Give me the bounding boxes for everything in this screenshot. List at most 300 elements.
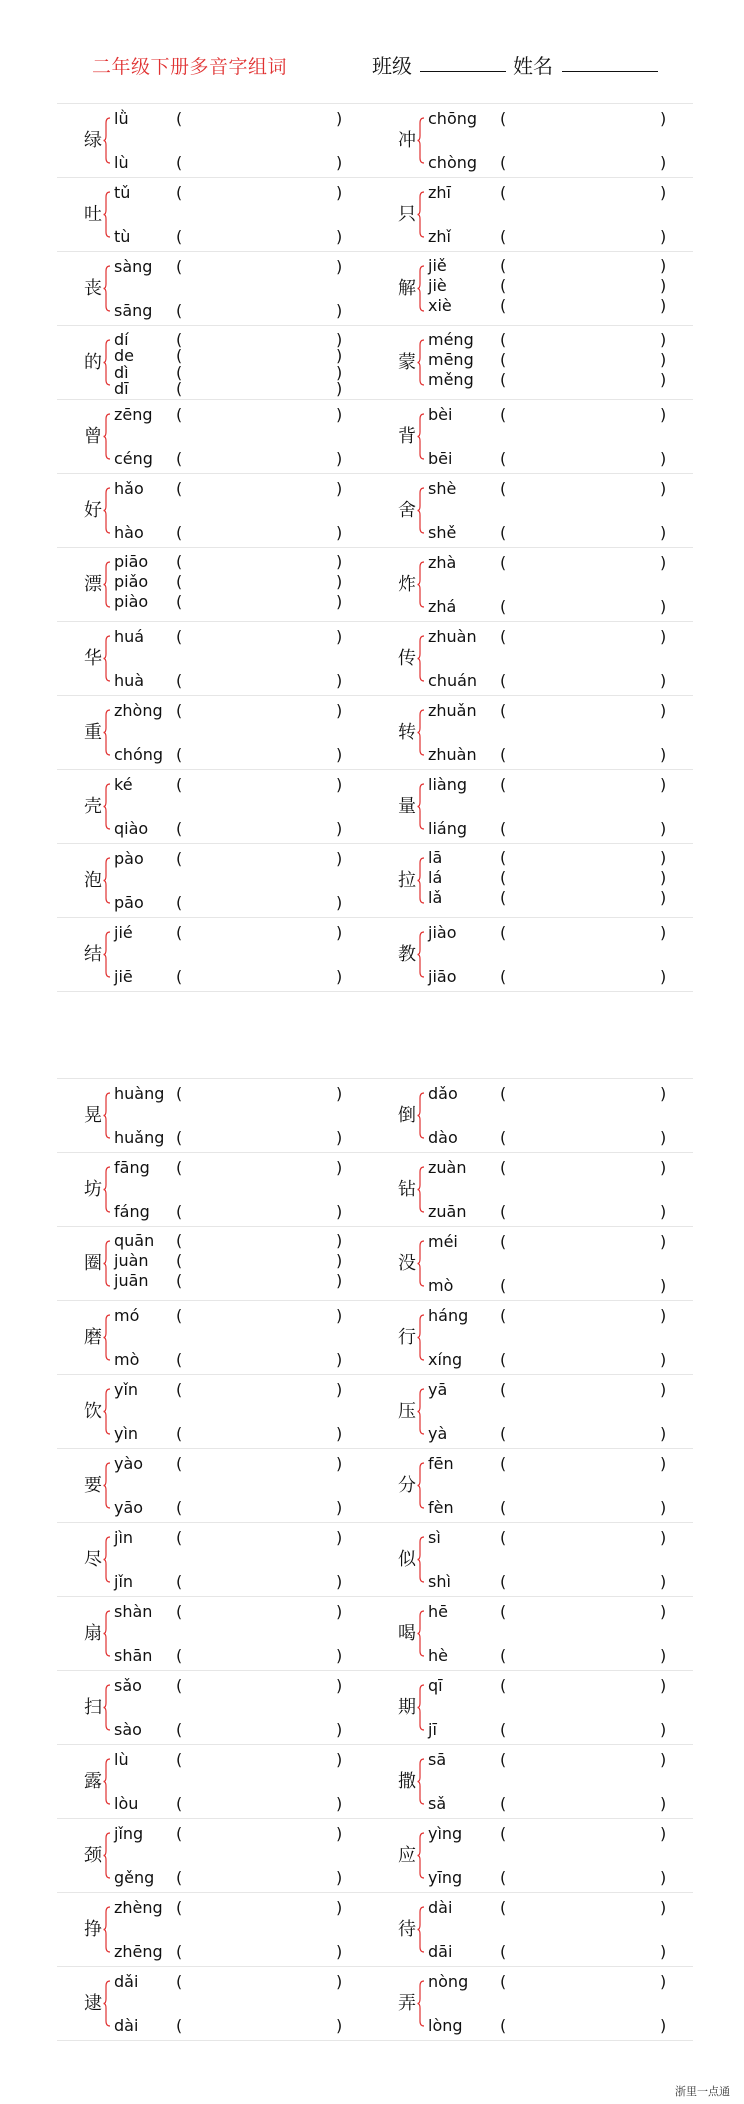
pinyin-text: fèn <box>428 1498 454 1517</box>
answer-blank-open[interactable]: ( <box>500 405 507 424</box>
answer-blank-close[interactable]: ) <box>336 572 343 591</box>
answer-blank-close[interactable]: ) <box>660 1720 667 1739</box>
answer-blank-open[interactable]: ( <box>500 1202 507 1221</box>
answer-blank-close[interactable]: ) <box>660 153 667 172</box>
answer-blank-open[interactable]: ( <box>500 1128 507 1147</box>
answer-blank-close[interactable]: ) <box>660 2016 667 2035</box>
answer-blank-close[interactable]: ) <box>336 405 343 424</box>
answer-blank-close[interactable]: ) <box>336 1128 343 1147</box>
answer-blank-close[interactable]: ) <box>336 1084 343 1103</box>
answer-blank-open[interactable]: ( <box>176 671 183 690</box>
answer-blank-open[interactable]: ( <box>500 967 507 986</box>
brace-icon <box>103 1758 111 1805</box>
answer-blank-close[interactable]: ) <box>660 227 667 246</box>
answer-blank-close[interactable]: ) <box>336 1646 343 1665</box>
answer-blank-close[interactable]: ) <box>336 1251 343 1270</box>
answer-blank-close[interactable]: ) <box>660 745 667 764</box>
answer-blank-open[interactable]: ( <box>500 350 507 369</box>
answer-blank-close[interactable]: ) <box>660 1794 667 1813</box>
answer-blank-close[interactable]: ) <box>336 523 343 542</box>
answer-blank-open[interactable]: ( <box>500 1942 507 1961</box>
brace-icon <box>417 487 425 534</box>
answer-blank-close[interactable]: ) <box>336 1498 343 1517</box>
answer-blank-close[interactable]: ) <box>336 1158 343 1177</box>
name-blank-line[interactable] <box>562 71 658 72</box>
answer-blank-close[interactable]: ) <box>660 1750 667 1769</box>
reading-line <box>428 596 668 617</box>
pinyin-text: zhà <box>428 553 457 572</box>
answer-blank-open[interactable]: ( <box>176 1898 183 1917</box>
answer-blank-close[interactable]: ) <box>660 1498 667 1517</box>
pinyin-list <box>428 330 668 395</box>
pinyin-text: sào <box>114 1720 142 1739</box>
reading-line <box>428 966 668 987</box>
answer-blank-open[interactable]: ( <box>500 330 507 349</box>
answer-blank-open[interactable]: ( <box>176 819 183 838</box>
answer-blank-close[interactable]: ) <box>336 362 343 382</box>
reading-line <box>428 2015 668 2036</box>
answer-blank-open[interactable]: ( <box>176 449 183 468</box>
answer-blank-close[interactable]: ) <box>336 183 343 202</box>
char-entry <box>375 1597 693 1670</box>
answer-blank-open[interactable]: ( <box>500 1498 507 1517</box>
reading-line <box>114 592 354 612</box>
answer-blank-open[interactable]: ( <box>500 1794 507 1813</box>
answer-blank-open[interactable]: ( <box>176 1942 183 1961</box>
answer-blank-open[interactable]: ( <box>176 1306 183 1325</box>
reading-line <box>428 1749 668 1770</box>
answer-blank-open[interactable]: ( <box>176 627 183 646</box>
pinyin-text: fáng <box>114 1202 150 1221</box>
answer-blank-open[interactable]: ( <box>176 1251 183 1270</box>
answer-blank-open[interactable]: ( <box>176 362 183 382</box>
answer-blank-open[interactable]: ( <box>500 183 507 202</box>
reading-line <box>114 346 354 366</box>
answer-blank-close[interactable]: ) <box>336 1750 343 1769</box>
answer-blank-close[interactable]: ) <box>660 627 667 646</box>
answer-blank-close[interactable]: ) <box>660 923 667 942</box>
answer-blank-open[interactable]: ( <box>176 523 183 542</box>
pinyin-text: lǜ <box>114 109 129 128</box>
answer-blank-close[interactable]: ) <box>336 1231 343 1250</box>
answer-blank-close[interactable]: ) <box>660 1572 667 1591</box>
answer-blank-close[interactable]: ) <box>336 227 343 246</box>
answer-blank-open[interactable]: ( <box>500 819 507 838</box>
answer-blank-open[interactable]: ( <box>500 1972 507 1991</box>
answer-blank-close[interactable]: ) <box>336 257 343 276</box>
answer-blank-open[interactable]: ( <box>176 378 183 398</box>
answer-blank-open[interactable]: ( <box>176 1380 183 1399</box>
brace-icon <box>417 783 425 830</box>
answer-blank-open[interactable]: ( <box>500 671 507 690</box>
char-entry <box>57 1523 375 1596</box>
answer-blank-open[interactable]: ( <box>500 1898 507 1917</box>
answer-blank-close[interactable]: ) <box>336 1528 343 1547</box>
answer-blank-open[interactable]: ( <box>500 1602 507 1621</box>
answer-blank-open[interactable]: ( <box>176 1646 183 1665</box>
answer-blank-close[interactable]: ) <box>336 301 343 320</box>
pinyin-list <box>428 478 668 543</box>
answer-blank-close[interactable]: ) <box>660 330 667 349</box>
answer-blank-close[interactable]: ) <box>336 1898 343 1917</box>
reading-line <box>114 1231 354 1251</box>
answer-blank-close[interactable]: ) <box>336 1572 343 1591</box>
reading-line <box>114 1271 354 1291</box>
char-entry <box>375 1819 693 1892</box>
pinyin-text: huàng <box>114 1084 165 1103</box>
answer-blank-open[interactable]: ( <box>500 597 507 616</box>
answer-blank-close[interactable]: ) <box>660 350 667 369</box>
reading-line <box>114 1083 354 1104</box>
reading-line <box>114 744 354 765</box>
answer-blank-open[interactable]: ( <box>500 1232 507 1251</box>
answer-blank-close[interactable]: ) <box>660 888 667 907</box>
pinyin-text: zēng <box>114 405 153 424</box>
brace-icon <box>103 413 111 460</box>
answer-blank-open[interactable]: ( <box>176 1424 183 1443</box>
answer-blank-close[interactable]: ) <box>336 1271 343 1290</box>
table-row <box>57 473 693 547</box>
answer-blank-close[interactable]: ) <box>336 1720 343 1739</box>
answer-blank-close[interactable]: ) <box>336 346 343 366</box>
answer-blank-close[interactable]: ) <box>660 553 667 572</box>
answer-blank-close[interactable]: ) <box>336 479 343 498</box>
answer-blank-open[interactable]: ( <box>176 183 183 202</box>
answer-blank-close[interactable]: ) <box>336 775 343 794</box>
answer-blank-close[interactable]: ) <box>336 893 343 912</box>
answer-blank-close[interactable]: ) <box>660 848 667 867</box>
pinyin-text: mò <box>114 1350 140 1369</box>
answer-blank-open[interactable]: ( <box>176 745 183 764</box>
hanzi-character: 华 <box>84 648 102 669</box>
answer-blank-close[interactable]: ) <box>660 701 667 720</box>
brace-icon <box>103 709 111 756</box>
answer-blank-close[interactable]: ) <box>660 597 667 616</box>
answer-blank-open[interactable]: ( <box>176 1676 183 1695</box>
char-entry <box>57 770 375 843</box>
char-entry <box>57 1671 375 1744</box>
answer-blank-close[interactable]: ) <box>336 1380 343 1399</box>
answer-blank-open[interactable]: ( <box>176 775 183 794</box>
answer-blank-close[interactable]: ) <box>336 849 343 868</box>
answer-blank-close[interactable]: ) <box>660 109 667 128</box>
answer-blank-open[interactable]: ( <box>176 1350 183 1369</box>
answer-blank-close[interactable]: ) <box>336 153 343 172</box>
answer-blank-open[interactable]: ( <box>176 301 183 320</box>
answer-blank-close[interactable]: ) <box>660 1424 667 1443</box>
pinyin-text: méng <box>428 330 474 349</box>
answer-blank-open[interactable]: ( <box>176 227 183 246</box>
char-entry <box>375 252 693 325</box>
answer-blank-close[interactable]: ) <box>336 1454 343 1473</box>
answer-blank-close[interactable]: ) <box>660 370 667 389</box>
answer-blank-open[interactable]: ( <box>176 479 183 498</box>
answer-blank-close[interactable]: ) <box>660 1972 667 1991</box>
answer-blank-open[interactable]: ( <box>500 276 507 295</box>
answer-blank-open[interactable]: ( <box>500 1424 507 1443</box>
answer-blank-close[interactable]: ) <box>336 819 343 838</box>
answer-blank-open[interactable]: ( <box>500 1084 507 1103</box>
reading-line <box>428 552 668 573</box>
answer-blank-open[interactable]: ( <box>176 1202 183 1221</box>
answer-blank-open[interactable]: ( <box>176 1720 183 1739</box>
answer-blank-open[interactable]: ( <box>176 1084 183 1103</box>
answer-blank-open[interactable]: ( <box>176 592 183 611</box>
answer-blank-open[interactable]: ( <box>176 405 183 424</box>
answer-blank-close[interactable]: ) <box>336 1972 343 1991</box>
answer-blank-close[interactable]: ) <box>660 819 667 838</box>
answer-blank-close[interactable]: ) <box>660 1276 667 1295</box>
answer-blank-close[interactable]: ) <box>660 1128 667 1147</box>
answer-blank-open[interactable]: ( <box>176 552 183 571</box>
answer-blank-close[interactable]: ) <box>336 1306 343 1325</box>
answer-blank-close[interactable]: ) <box>660 1868 667 1887</box>
answer-blank-close[interactable]: ) <box>336 109 343 128</box>
answer-blank-close[interactable]: ) <box>660 1350 667 1369</box>
answer-blank-open[interactable]: ( <box>176 1454 183 1473</box>
answer-blank-close[interactable]: ) <box>336 449 343 468</box>
reading-line <box>428 404 668 425</box>
answer-blank-close[interactable]: ) <box>660 1084 667 1103</box>
answer-blank-close[interactable]: ) <box>336 552 343 571</box>
answer-blank-open[interactable]: ( <box>500 256 507 275</box>
pinyin-text: dài <box>114 2016 139 2035</box>
pinyin-list <box>114 478 354 543</box>
hanzi-character: 曾 <box>84 426 102 447</box>
answer-blank-close[interactable]: ) <box>660 1158 667 1177</box>
answer-blank-close[interactable]: ) <box>660 1646 667 1665</box>
class-blank-line[interactable] <box>420 71 506 72</box>
answer-blank-close[interactable]: ) <box>660 256 667 275</box>
answer-blank-close[interactable]: ) <box>336 745 343 764</box>
hanzi-character: 重 <box>84 722 102 743</box>
answer-blank-close[interactable]: ) <box>660 1202 667 1221</box>
answer-blank-close[interactable]: ) <box>660 405 667 424</box>
answer-blank-open[interactable]: ( <box>176 1794 183 1813</box>
answer-blank-open[interactable]: ( <box>500 227 507 246</box>
answer-blank-close[interactable]: ) <box>660 296 667 315</box>
pinyin-text: dǎi <box>114 1972 139 1991</box>
answer-blank-close[interactable]: ) <box>336 2016 343 2035</box>
answer-blank-open[interactable]: ( <box>176 1231 183 1250</box>
answer-blank-open[interactable]: ( <box>500 1350 507 1369</box>
answer-blank-close[interactable]: ) <box>660 1306 667 1325</box>
answer-blank-open[interactable]: ( <box>500 1276 507 1295</box>
answer-blank-open[interactable]: ( <box>500 701 507 720</box>
reading-line <box>428 1897 668 1918</box>
reading-line <box>428 522 668 543</box>
answer-blank-open[interactable]: ( <box>500 1572 507 1591</box>
brace-icon <box>103 561 111 608</box>
answer-blank-close[interactable]: ) <box>660 1528 667 1547</box>
reading-line <box>114 1127 354 1148</box>
pinyin-text: zhá <box>428 597 457 616</box>
answer-blank-open[interactable]: ( <box>176 967 183 986</box>
answer-blank-open[interactable]: ( <box>176 153 183 172</box>
answer-blank-open[interactable]: ( <box>500 1528 507 1547</box>
answer-blank-open[interactable]: ( <box>500 1720 507 1739</box>
answer-blank-open[interactable]: ( <box>500 370 507 389</box>
answer-blank-open[interactable]: ( <box>500 449 507 468</box>
reading-line <box>114 522 354 543</box>
answer-blank-close[interactable]: ) <box>660 1898 667 1917</box>
answer-blank-close[interactable]: ) <box>336 1676 343 1695</box>
answer-blank-open[interactable]: ( <box>176 893 183 912</box>
reading-line <box>114 256 354 277</box>
pinyin-text: jī <box>428 1720 437 1739</box>
reading-line <box>428 1571 668 1592</box>
answer-blank-open[interactable]: ( <box>176 1528 183 1547</box>
answer-blank-open[interactable]: ( <box>176 849 183 868</box>
char-entry <box>375 770 693 843</box>
answer-blank-open[interactable]: ( <box>176 257 183 276</box>
answer-blank-close[interactable]: ) <box>336 330 343 349</box>
answer-blank-open[interactable]: ( <box>500 1306 507 1325</box>
answer-blank-close[interactable]: ) <box>336 701 343 720</box>
answer-blank-open[interactable]: ( <box>500 1380 507 1399</box>
answer-blank-close[interactable]: ) <box>660 183 667 202</box>
answer-blank-open[interactable]: ( <box>176 1824 183 1843</box>
answer-blank-open[interactable]: ( <box>500 1676 507 1695</box>
reading-line <box>428 888 668 908</box>
pinyin-list <box>428 774 668 839</box>
reading-line <box>114 552 354 572</box>
answer-blank-open[interactable]: ( <box>176 1158 183 1177</box>
answer-blank-close[interactable]: ) <box>336 378 343 398</box>
brace-icon <box>417 1092 425 1139</box>
pinyin-text: sàng <box>114 257 153 276</box>
answer-blank-open[interactable]: ( <box>500 296 507 315</box>
pinyin-list <box>428 1453 668 1518</box>
pinyin-text: shè <box>428 479 457 498</box>
answer-blank-open[interactable]: ( <box>500 523 507 542</box>
char-entry <box>375 104 693 177</box>
answer-blank-open[interactable]: ( <box>176 330 183 349</box>
char-entry <box>57 1893 375 1966</box>
pinyin-text: jiāo <box>428 967 457 986</box>
char-entry <box>57 1079 375 1152</box>
answer-blank-close[interactable]: ) <box>336 1424 343 1443</box>
pinyin-text: huá <box>114 627 145 646</box>
pinyin-list <box>114 1231 354 1296</box>
answer-blank-open[interactable]: ( <box>500 109 507 128</box>
answer-blank-open[interactable]: ( <box>500 1868 507 1887</box>
answer-blank-close[interactable]: ) <box>660 775 667 794</box>
reading-line <box>428 182 668 203</box>
answer-blank-close[interactable]: ) <box>660 1454 667 1473</box>
answer-blank-close[interactable]: ) <box>336 1868 343 1887</box>
answer-blank-open[interactable]: ( <box>500 1824 507 1843</box>
answer-blank-open[interactable]: ( <box>500 1750 507 1769</box>
pinyin-text: gěng <box>114 1868 155 1887</box>
answer-blank-open[interactable]: ( <box>176 109 183 128</box>
answer-blank-close[interactable]: ) <box>336 592 343 611</box>
reading-line <box>114 1601 354 1622</box>
answer-blank-close[interactable]: ) <box>660 1942 667 1961</box>
answer-blank-close[interactable]: ) <box>660 868 667 887</box>
brace-icon <box>417 635 425 682</box>
answer-blank-close[interactable]: ) <box>660 967 667 986</box>
answer-blank-close[interactable]: ) <box>336 671 343 690</box>
answer-blank-open[interactable]: ( <box>500 627 507 646</box>
reading-line <box>428 1793 668 1814</box>
answer-blank-close[interactable]: ) <box>336 1824 343 1843</box>
answer-blank-open[interactable]: ( <box>176 1572 183 1591</box>
answer-blank-open[interactable]: ( <box>176 2016 183 2035</box>
answer-blank-open[interactable]: ( <box>176 1128 183 1147</box>
answer-blank-close[interactable]: ) <box>336 1202 343 1221</box>
answer-blank-open[interactable]: ( <box>500 1454 507 1473</box>
answer-blank-open[interactable]: ( <box>176 346 183 366</box>
answer-blank-open[interactable]: ( <box>500 2016 507 2035</box>
answer-blank-close[interactable]: ) <box>336 967 343 986</box>
answer-blank-open[interactable]: ( <box>500 775 507 794</box>
answer-blank-close[interactable]: ) <box>336 627 343 646</box>
answer-blank-close[interactable]: ) <box>660 1676 667 1695</box>
answer-blank-close[interactable]: ) <box>660 523 667 542</box>
char-entry <box>375 1523 693 1596</box>
answer-blank-open[interactable]: ( <box>500 1646 507 1665</box>
answer-blank-open[interactable]: ( <box>176 1750 183 1769</box>
answer-blank-close[interactable]: ) <box>660 276 667 295</box>
answer-blank-open[interactable]: ( <box>176 701 183 720</box>
answer-blank-open[interactable]: ( <box>176 1972 183 1991</box>
section-2 <box>57 1078 693 2041</box>
answer-blank-open[interactable]: ( <box>500 1158 507 1177</box>
answer-blank-open[interactable]: ( <box>500 848 507 867</box>
table-row <box>57 1596 693 1670</box>
brace-icon <box>417 1906 425 1953</box>
answer-blank-close[interactable]: ) <box>336 1942 343 1961</box>
answer-blank-open[interactable]: ( <box>176 572 183 591</box>
brace-icon <box>417 1388 425 1435</box>
answer-blank-open[interactable]: ( <box>500 923 507 942</box>
answer-blank-close[interactable]: ) <box>660 479 667 498</box>
char-entry <box>57 622 375 695</box>
pinyin-text: zuàn <box>428 1158 467 1177</box>
answer-blank-close[interactable]: ) <box>660 1380 667 1399</box>
char-entry <box>375 1671 693 1744</box>
char-entry <box>375 1893 693 1966</box>
answer-blank-close[interactable]: ) <box>336 1794 343 1813</box>
answer-blank-close[interactable]: ) <box>660 671 667 690</box>
answer-blank-close[interactable]: ) <box>660 449 667 468</box>
answer-blank-open[interactable]: ( <box>500 479 507 498</box>
answer-blank-open[interactable]: ( <box>500 745 507 764</box>
answer-blank-open[interactable]: ( <box>500 888 507 907</box>
table-row <box>57 1522 693 1596</box>
answer-blank-close[interactable]: ) <box>660 1824 667 1843</box>
answer-blank-open[interactable]: ( <box>176 1602 183 1621</box>
answer-blank-open[interactable]: ( <box>500 553 507 572</box>
answer-blank-open[interactable]: ( <box>176 1271 183 1290</box>
answer-blank-open[interactable]: ( <box>500 868 507 887</box>
answer-blank-close[interactable]: ) <box>660 1602 667 1621</box>
pinyin-text: céng <box>114 449 153 468</box>
answer-blank-close[interactable]: ) <box>336 923 343 942</box>
pinyin-list <box>428 1157 668 1222</box>
char-entry <box>57 1967 375 2040</box>
answer-blank-open[interactable]: ( <box>176 1498 183 1517</box>
reading-line <box>114 1453 354 1474</box>
answer-blank-open[interactable]: ( <box>176 1868 183 1887</box>
answer-blank-close[interactable]: ) <box>336 1350 343 1369</box>
answer-blank-close[interactable]: ) <box>660 1232 667 1251</box>
answer-blank-open[interactable]: ( <box>500 153 507 172</box>
table-row <box>57 1374 693 1448</box>
answer-blank-close[interactable]: ) <box>336 1602 343 1621</box>
answer-blank-open[interactable]: ( <box>176 923 183 942</box>
